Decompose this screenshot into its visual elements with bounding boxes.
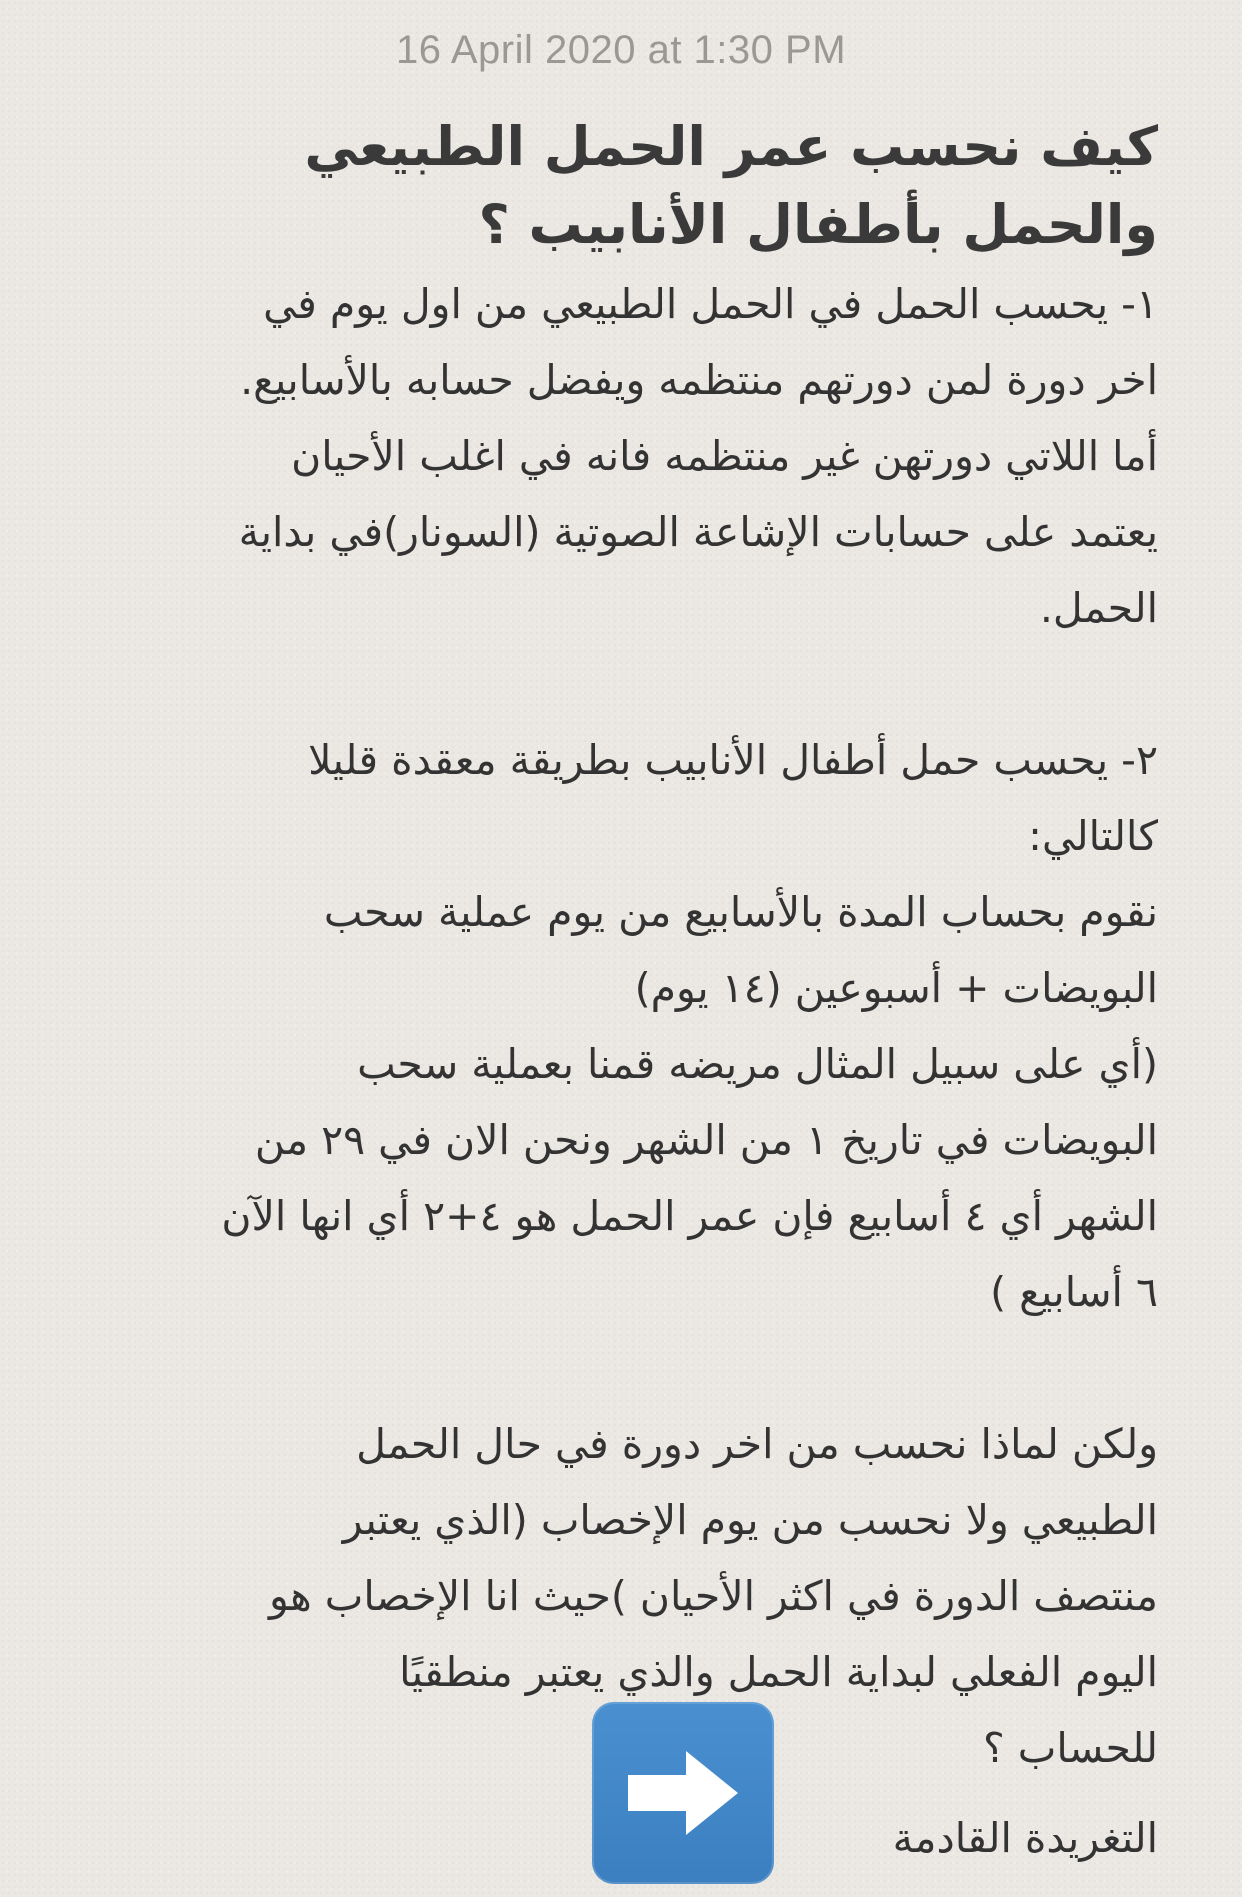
note-title: كيف نحسب عمر الحمل الطبيعي والحمل بأطفال الأنابيب ؟: [304, 115, 1158, 256]
next-tweet-button[interactable]: [592, 1702, 774, 1884]
note-body: ١- يحسب الحمل في الحمل الطبيعي من اول يوم في اخر دورة لمن دورتهم منتظمه ويفضل حسابه بالأسابيع. أما اللاتي دورتهن غير منتظمه فانه في اغلب الأحيان يعتمد على حسابات الإشاعة الصوتية (السونار)في بداية الحمل. ٢- يحسب حمل أطفال الأنابيب بطريقة معقدة قليلا كالتالي: نقوم بحساب المدة بالأسابيع من يوم عملية سحب البويضات + أسبوعين (١٤ يوم) (أي على سبيل المثال مريضه قمنا بعملية سحب البويضات في تاريخ ١ من الشهر ونحن الان في ٢٩ من الشهر أي ٤ أسابيع فإن عمر الحمل هو ٤+٢ أي انها الآن ٦ أسابيع ) ولكن لماذا نحسب من اخر دورة في حال الحمل الطبيعي ولا نحسب من يوم الإخصاب (الذي يعتبر منتصف الدورة في اكثر الأحيان )حيث انا الإخصاب هو اليوم الفعلي لبداية الحمل والذي يعتبر منطقيًا للحساب ؟: [221, 280, 1158, 1772]
right-arrow-icon: [624, 1747, 742, 1839]
note-timestamp: 16 April 2020 at 1:30 PM: [395, 28, 847, 72]
next-tweet-label[interactable]: التغريدة القادمة: [892, 1814, 1158, 1862]
note-content[interactable]: [92, 108, 1158, 1786]
